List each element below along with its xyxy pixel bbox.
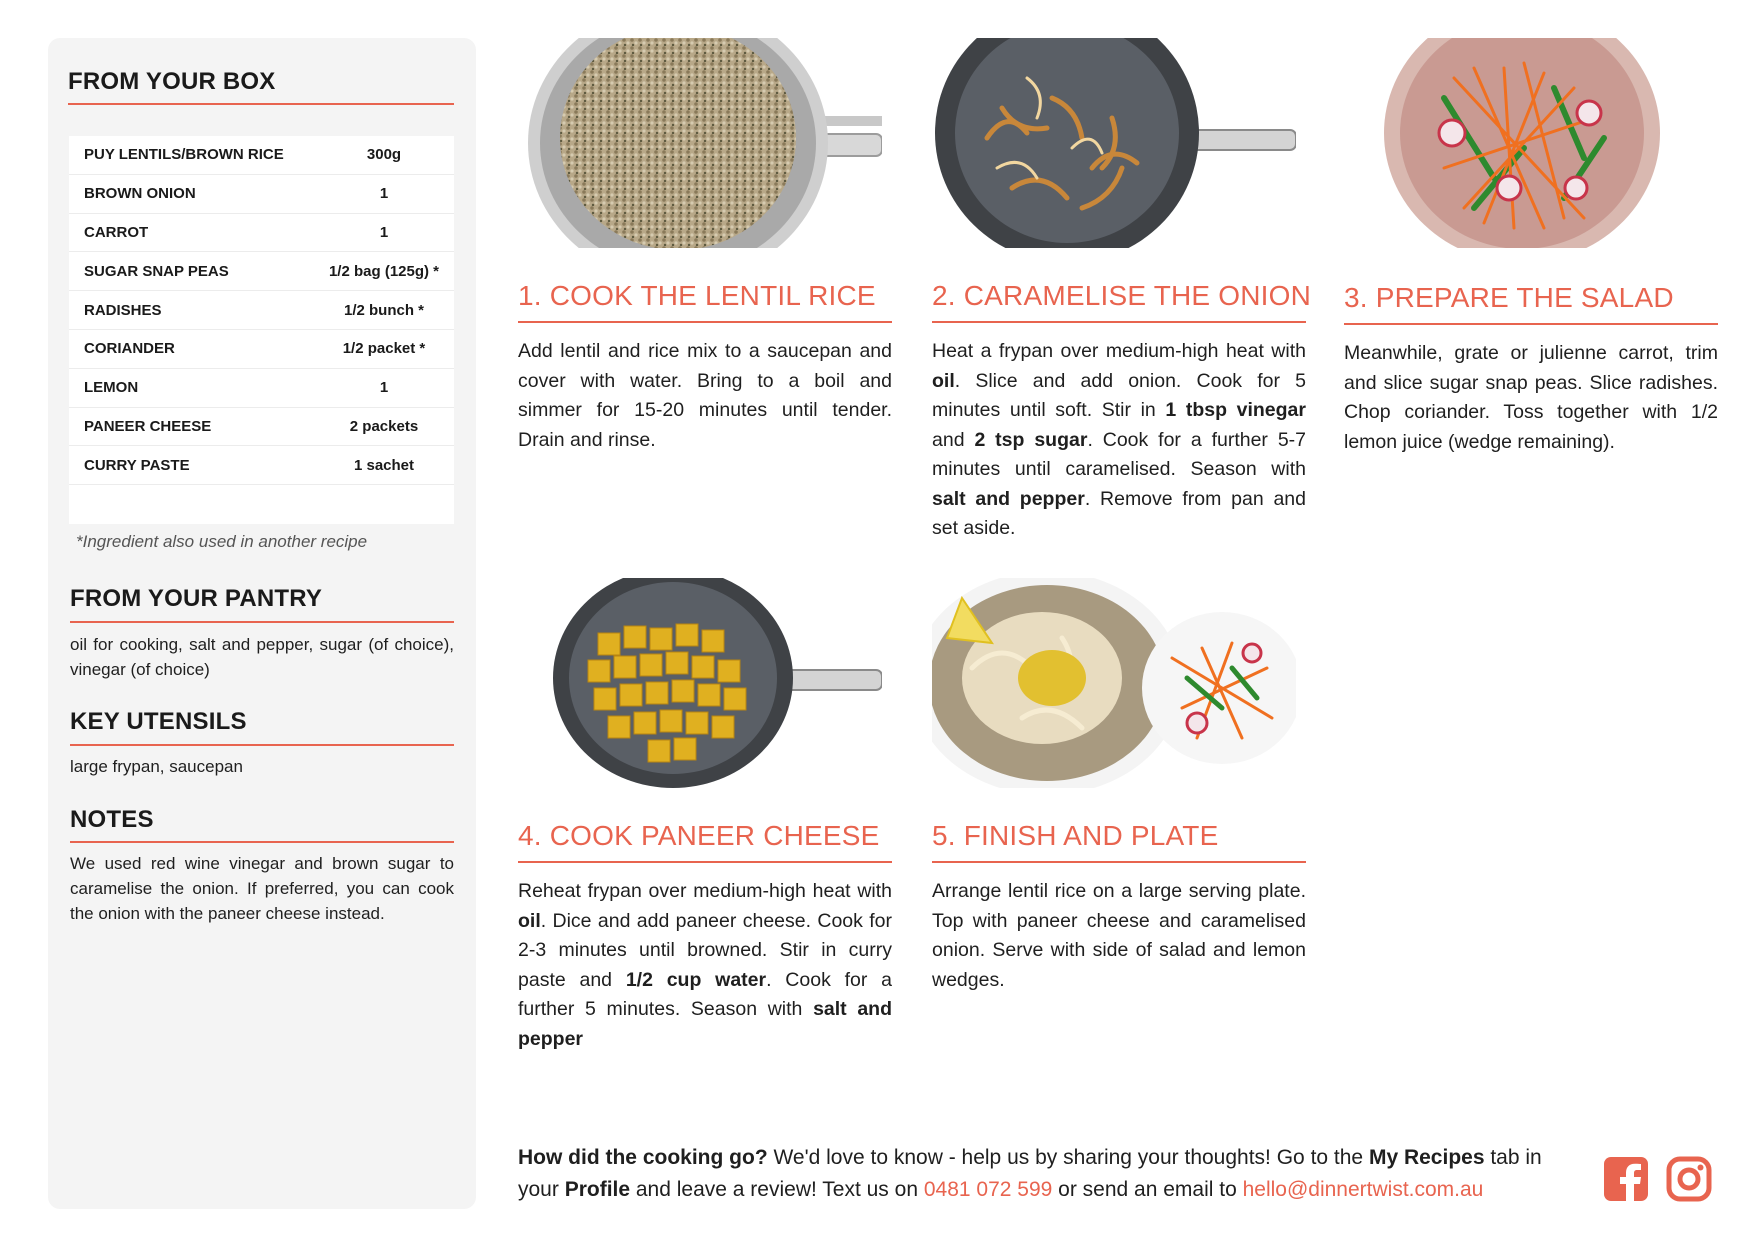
table-row — [69, 136, 454, 175]
pantry-heading-rule — [70, 621, 454, 623]
ingredient-name: CURRY PASTE — [84, 456, 190, 474]
step-2-text: Heat a frypan over medium-high heat with oil. Slice and add onion. Cook for 5 minutes until soft. Stir in 1 tbsp vinegar and 2 tsp sugar. Cook for a further 5-7 minutes until caramelised. Season with salt and pepper. Remove from pan and set aside. — [932, 340, 1307, 539]
step-1-title: 1. COOK THE LENTIL RICE — [518, 280, 876, 311]
step-4-rule — [518, 861, 892, 863]
facebook-icon[interactable] — [1603, 1156, 1649, 1202]
ingredient-qty: 2 packets — [349, 417, 419, 435]
ingredient-name: RADISHES — [84, 301, 162, 319]
instagram-icon[interactable] — [1666, 1156, 1712, 1202]
step-1-rule — [518, 321, 892, 323]
box-heading: FROM YOUR BOX — [68, 68, 276, 95]
table-row — [69, 214, 454, 253]
ingredient-qty: 300g — [366, 146, 402, 164]
step-2-rule — [932, 321, 1306, 323]
phone-link[interactable]: 0481 072 599 — [923, 1177, 1053, 1201]
table-row — [69, 408, 454, 447]
ingredient-name: SUGAR SNAP PEAS — [84, 262, 229, 280]
step-4-title: 4. COOK PANEER CHEESE — [518, 820, 880, 851]
my-recipes-label: My Recipes — [1368, 1146, 1485, 1169]
table-row — [69, 330, 454, 369]
ingredient-qty: 1 sachet — [353, 456, 415, 474]
step-3-title: 3. PREPARE THE SALAD — [1344, 282, 1674, 313]
email-link[interactable]: hello@dinnertwist.com.au — [1242, 1177, 1484, 1201]
notes-text: We used red wine vinegar and brown sugar to caramelise the onion. If preferred, you can cook the onion with the paneer cheese instead. — [70, 854, 454, 923]
pantry-text: oil for cooking, salt and pepper, sugar (of choice), vinegar (of choice) — [70, 635, 454, 679]
table-row-empty — [69, 485, 454, 524]
table-row — [69, 291, 454, 330]
ingredient-name: PANEER CHEESE — [84, 417, 212, 435]
ingredient-qty: 1/2 packet * — [342, 340, 426, 358]
step-5-title: 5. FINISH AND PLATE — [932, 820, 1219, 851]
step-1-text: Add lentil and rice mix to a saucepan and cover with water. Bring to a boil and simmer for 15-20 minutes until tender. Drain and rinse. — [518, 340, 892, 451]
step-5-text: Arrange lentil rice on a large serving plate. Top with paneer cheese and caramelised onion. Serve with side of salad and lemon wedges. — [932, 880, 1306, 991]
ingredient-name: BROWN ONION — [84, 185, 196, 203]
step-3-photo — [1344, 38, 1718, 248]
box-ingredients-table — [69, 136, 454, 524]
utensils-heading: KEY UTENSILS — [70, 708, 247, 735]
step-2-title: 2. CARAMELISE THE ONION — [932, 280, 1312, 311]
step-5-photo — [932, 578, 1296, 788]
step-4-text: Reheat frypan over medium-high heat with oil. Dice and add paneer cheese. Cook for 2-3 minutes until browned. Stir in curry paste and 1/2 cup water. Cook for a further 5 minutes. Season with salt and pepper — [518, 880, 893, 1050]
ingredient-qty: 1 — [379, 185, 389, 203]
utensils-text: large frypan, saucepan — [70, 757, 243, 776]
box-heading-rule — [68, 103, 454, 105]
feedback-question: How did the cooking go? — [518, 1146, 768, 1169]
table-row — [69, 446, 454, 485]
ingredient-footnote: *Ingredient also used in another recipe — [76, 532, 368, 551]
utensils-heading-rule — [70, 744, 454, 746]
table-row — [69, 252, 454, 291]
pantry-heading: FROM YOUR PANTRY — [70, 585, 323, 612]
feedback-footer: How did the cooking go? We'd love to know - help us by sharing your thoughts! Go to the My Recipes tab in your Profile and leave a review! Text us on 0481 072 599 or send an email to hello@dinnertwist.com.au — [518, 1146, 1542, 1201]
ingredient-qty: 1/2 bag (125g) * — [328, 262, 440, 280]
ingredient-qty: 1 — [379, 379, 389, 397]
notes-heading: NOTES — [70, 806, 154, 833]
step-3-rule — [1344, 323, 1718, 325]
notes-heading-rule — [70, 841, 454, 843]
step-2-photo — [932, 38, 1296, 248]
ingredient-name: CORIANDER — [84, 340, 175, 358]
ingredient-qty: 1 — [379, 223, 389, 241]
step-3-text: Meanwhile, grate or julienne carrot, trim and slice sugar snap peas. Slice radishes. Chop coriander. Toss together with 1/2 lemon juice (wedge remaining). — [1344, 342, 1718, 453]
ingredient-qty: 1/2 bunch * — [343, 301, 425, 319]
step-5-rule — [932, 861, 1306, 863]
ingredients-sidebar — [48, 38, 476, 1209]
table-row — [69, 369, 454, 408]
profile-label: Profile — [564, 1177, 631, 1201]
ingredient-name: LEMON — [84, 379, 139, 397]
ingredient-name: PUY LENTILS/BROWN RICE — [84, 146, 284, 164]
step-4-photo — [518, 578, 882, 788]
step-1-photo — [518, 38, 882, 248]
table-row — [69, 175, 454, 214]
ingredient-name: CARROT — [84, 223, 149, 241]
